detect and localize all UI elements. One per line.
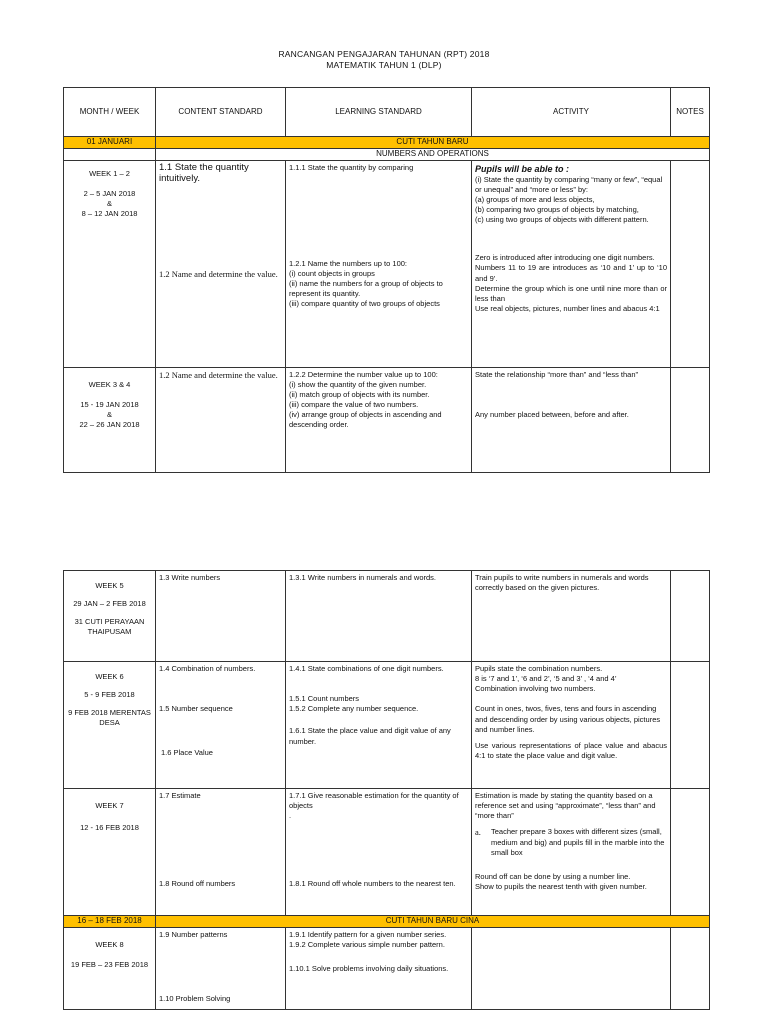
activity-item: Teacher prepare 3 boxes with different sizes (small, medium and big) and pupils fill in the marble into the small box <box>491 827 665 857</box>
table-row <box>64 789 710 916</box>
activity-cell <box>472 367 671 472</box>
header-notes: NOTES <box>671 88 710 137</box>
activity-item: Numbers 11 to 19 are introduces as ‘10 and 1’ up to ‘10 and 9’. <box>475 263 667 283</box>
rpt-table-2 <box>63 570 710 1010</box>
learning-standard-item: (ii) match group of objects with its number. <box>289 389 430 399</box>
learning-standard-item: (ii) name the numbers for a group of objects to represent its quantity. <box>289 278 443 299</box>
holiday-label: CUTI TAHUN BARU CINA <box>156 916 710 928</box>
table-row <box>64 367 710 472</box>
learning-standard-item: 1.8.1 Round off whole numbers to the nearest ten. <box>289 879 456 889</box>
learning-standard-cell <box>286 571 472 662</box>
week-dates: 2 – 5 JAN 2018 <box>83 188 136 198</box>
learning-standard-item: (iii) compare the value of two numbers. <box>289 399 419 409</box>
activity-list-item <box>475 827 667 857</box>
week-dates: 29 JAN – 2 FEB 2018 <box>73 599 146 609</box>
activity-cell <box>472 571 671 662</box>
content-standard-cell <box>156 571 286 662</box>
learning-standard-cell <box>286 789 472 916</box>
activity-cell <box>472 927 671 1009</box>
document-subtitle: MATEMATIK TAHUN 1 (DLP) <box>326 60 442 70</box>
notes-cell <box>671 662 710 789</box>
table-header-row <box>64 88 710 137</box>
activity-item: Train pupils to write numbers in numerals and words correctly based on the given pictures. <box>475 573 649 593</box>
week-cell <box>64 789 156 916</box>
week-label: WEEK 1 – 2 <box>89 168 130 178</box>
week-note: 31 CUTI PERAYAAN THAIPUSAM <box>74 617 145 637</box>
document-title: RANCANGAN PENGAJARAN TAHUNAN (RPT) 2018 <box>278 49 490 59</box>
notes-cell <box>671 367 710 472</box>
content-standard-item: 1.10 Problem Solving <box>159 993 231 1003</box>
week-dates-2: 8 – 12 JAN 2018 <box>81 208 138 218</box>
content-standard-cell <box>156 789 286 916</box>
learning-standard-dot: . <box>289 811 292 821</box>
learning-standard-item: 1.3.1 Write numbers in numerals and words. <box>289 573 437 582</box>
learning-standard-item: 1.4.1 State combinations of one digit numbers. <box>289 664 444 673</box>
activity-item: (a) groups of more and less objects, <box>475 194 595 204</box>
learning-standard-item: 1.9.1 Identify pattern for a given number series. <box>289 929 447 939</box>
holiday-date: 16 – 18 FEB 2018 <box>64 916 156 928</box>
week-cell <box>64 571 156 662</box>
content-standard-item: 1.9 Number patterns <box>159 929 228 939</box>
week-label: WEEK 8 <box>95 939 124 949</box>
learning-standard-item: 1.5.1 Count numbers <box>289 694 360 704</box>
learning-standard-item: 1.10.1 Solve problems involving daily situations. <box>289 964 449 974</box>
week-note: 9 FEB 2018 MERENTAS DESA <box>68 708 151 728</box>
section-empty-cell <box>64 148 156 160</box>
learning-standard-item: 1.6.1 State the place value and digit value of any number. <box>289 726 451 746</box>
list-marker: a. <box>475 827 481 838</box>
content-standard-item: 1.2 Name and determine the value. <box>159 369 278 380</box>
notes-cell <box>671 927 710 1009</box>
week-label: WEEK 3 & 4 <box>88 379 131 389</box>
learning-standard-item: (i) show the quantity of the given number. <box>289 379 427 389</box>
learning-standard-item: 1.5.2 Complete any number sequence. <box>289 704 419 714</box>
learning-standard-item: (iv) arrange group of objects in ascending and descending order. <box>289 410 442 430</box>
header-learning-standard: LEARNING STANDARD <box>286 88 472 137</box>
activity-item: (i) State the quantity by comparing “many or few”, “equal or unequal” and “more or less” by: <box>475 174 663 194</box>
table-row <box>64 571 710 662</box>
week-and: & <box>106 409 112 419</box>
section-label: NUMBERS AND OPERATIONS <box>156 148 710 160</box>
learning-standard-item: (i) count objects in groups <box>289 268 375 278</box>
header-content-standard: CONTENT STANDARD <box>156 88 286 137</box>
week-cell <box>64 160 156 367</box>
content-standard-cell <box>156 927 286 1009</box>
notes-cell <box>671 789 710 916</box>
activity-item: Show to pupils the nearest tenth with given number. <box>475 881 647 891</box>
header-activity: ACTIVITY <box>472 88 671 137</box>
week-and: & <box>106 198 112 208</box>
content-standard-cell <box>156 662 286 789</box>
content-standard-item: 1.4 Combination of numbers. <box>159 664 256 673</box>
activity-item: Count in ones, twos, fives, tens and fours in ascending and descending order by using various objects, pictures and number lines. <box>475 704 661 734</box>
content-standard-item: 1.1 State the quantity intuitively. <box>159 161 249 184</box>
activity-item: (c) using two groups of objects with different pattern. <box>475 215 649 225</box>
activity-item: Any number placed between, before and after. <box>475 409 629 419</box>
learning-standard-item: 1.9.2 Complete various simple number pattern. <box>289 939 445 949</box>
content-standard-cell <box>156 160 286 367</box>
activity-item: State the relationship “more than” and “less than” <box>475 369 639 379</box>
content-standard-item: 1.7 Estimate <box>159 791 201 800</box>
week-cell <box>64 662 156 789</box>
learning-standard-item: 1.7.1 Give reasonable estimation for the quantity of objects <box>289 791 459 811</box>
notes-cell <box>671 160 710 367</box>
table-row <box>64 927 710 1009</box>
learning-standard-cell <box>286 662 472 789</box>
rpt-table-1 <box>63 87 710 473</box>
content-standard-item: 1.6 Place Value <box>161 748 213 758</box>
content-standard-item: 1.3 Write numbers <box>159 573 221 582</box>
learning-standard-cell <box>286 927 472 1009</box>
learning-standard-cell <box>286 367 472 472</box>
activity-item: Round off can be done by using a number line. <box>475 871 631 881</box>
activity-heading: Pupils will be able to : <box>475 163 570 174</box>
activity-item: Estimation is made by stating the quantity based on a reference set and using “approximate”, “less than” and “more than” <box>475 791 656 821</box>
activity-item: Zero is introduced after introducing one digit numbers. <box>475 253 655 263</box>
learning-standard-item: 1.2.1 Name the numbers up to 100: <box>289 258 407 268</box>
activity-cell <box>472 662 671 789</box>
table-row <box>64 160 710 367</box>
holiday-row <box>64 137 710 149</box>
activity-item: Determine the group which is one until nine more than or less than <box>475 283 667 303</box>
section-row <box>64 148 710 160</box>
activity-item: Use various representations of place value and abacus 4:1 to state the place value and digit value. <box>475 740 667 760</box>
holiday-label: CUTI TAHUN BARU <box>156 137 710 149</box>
holiday-date: 01 JANUARI <box>64 137 156 149</box>
activity-item: Pupils state the combination numbers. <box>475 664 603 673</box>
learning-standard-item: 1.2.2 Determine the number value up to 100: <box>289 369 438 379</box>
activity-item: 8 is ‘7 and 1’, ‘6 and 2’, ‘5 and 3’ , ‘4 and 4’ <box>475 674 617 684</box>
notes-cell <box>671 571 710 662</box>
week-label: WEEK 7 <box>95 801 124 810</box>
content-standard-item: 1.8 Round off numbers <box>159 879 236 889</box>
week-dates: 15 - 19 JAN 2018 <box>80 399 139 409</box>
week-dates: 12 - 16 FEB 2018 <box>80 823 139 833</box>
learning-standard-item: 1.1.1 State the quantity by comparing <box>289 162 414 172</box>
week-label: WEEK 6 <box>95 672 124 681</box>
activity-cell <box>472 160 671 367</box>
week-cell <box>64 367 156 472</box>
learning-standard-cell <box>286 160 472 367</box>
week-dates: 19 FEB – 23 FEB 2018 <box>70 959 149 969</box>
content-standard-item: 1.2 Name and determine the value. <box>159 269 278 280</box>
header-month-week: MONTH / WEEK <box>64 88 156 137</box>
activity-item: Use real objects, pictures, number lines and abacus 4:1 <box>475 303 660 313</box>
activity-cell <box>472 789 671 916</box>
content-standard-cell <box>156 367 286 472</box>
holiday-row <box>64 916 710 928</box>
activity-item: (b) comparing two groups of objects by matching, <box>475 205 639 215</box>
week-label: WEEK 5 <box>95 581 124 590</box>
content-standard-item: 1.5 Number sequence <box>159 704 233 714</box>
table-row <box>64 662 710 789</box>
week-dates-2: 22 – 26 JAN 2018 <box>79 419 140 429</box>
week-dates: 5 - 9 FEB 2018 <box>84 690 135 700</box>
learning-standard-item: (iii) compare quantity of two groups of objects <box>289 299 440 309</box>
week-cell <box>64 927 156 1009</box>
activity-item: Combination involving two numbers. <box>475 684 596 694</box>
